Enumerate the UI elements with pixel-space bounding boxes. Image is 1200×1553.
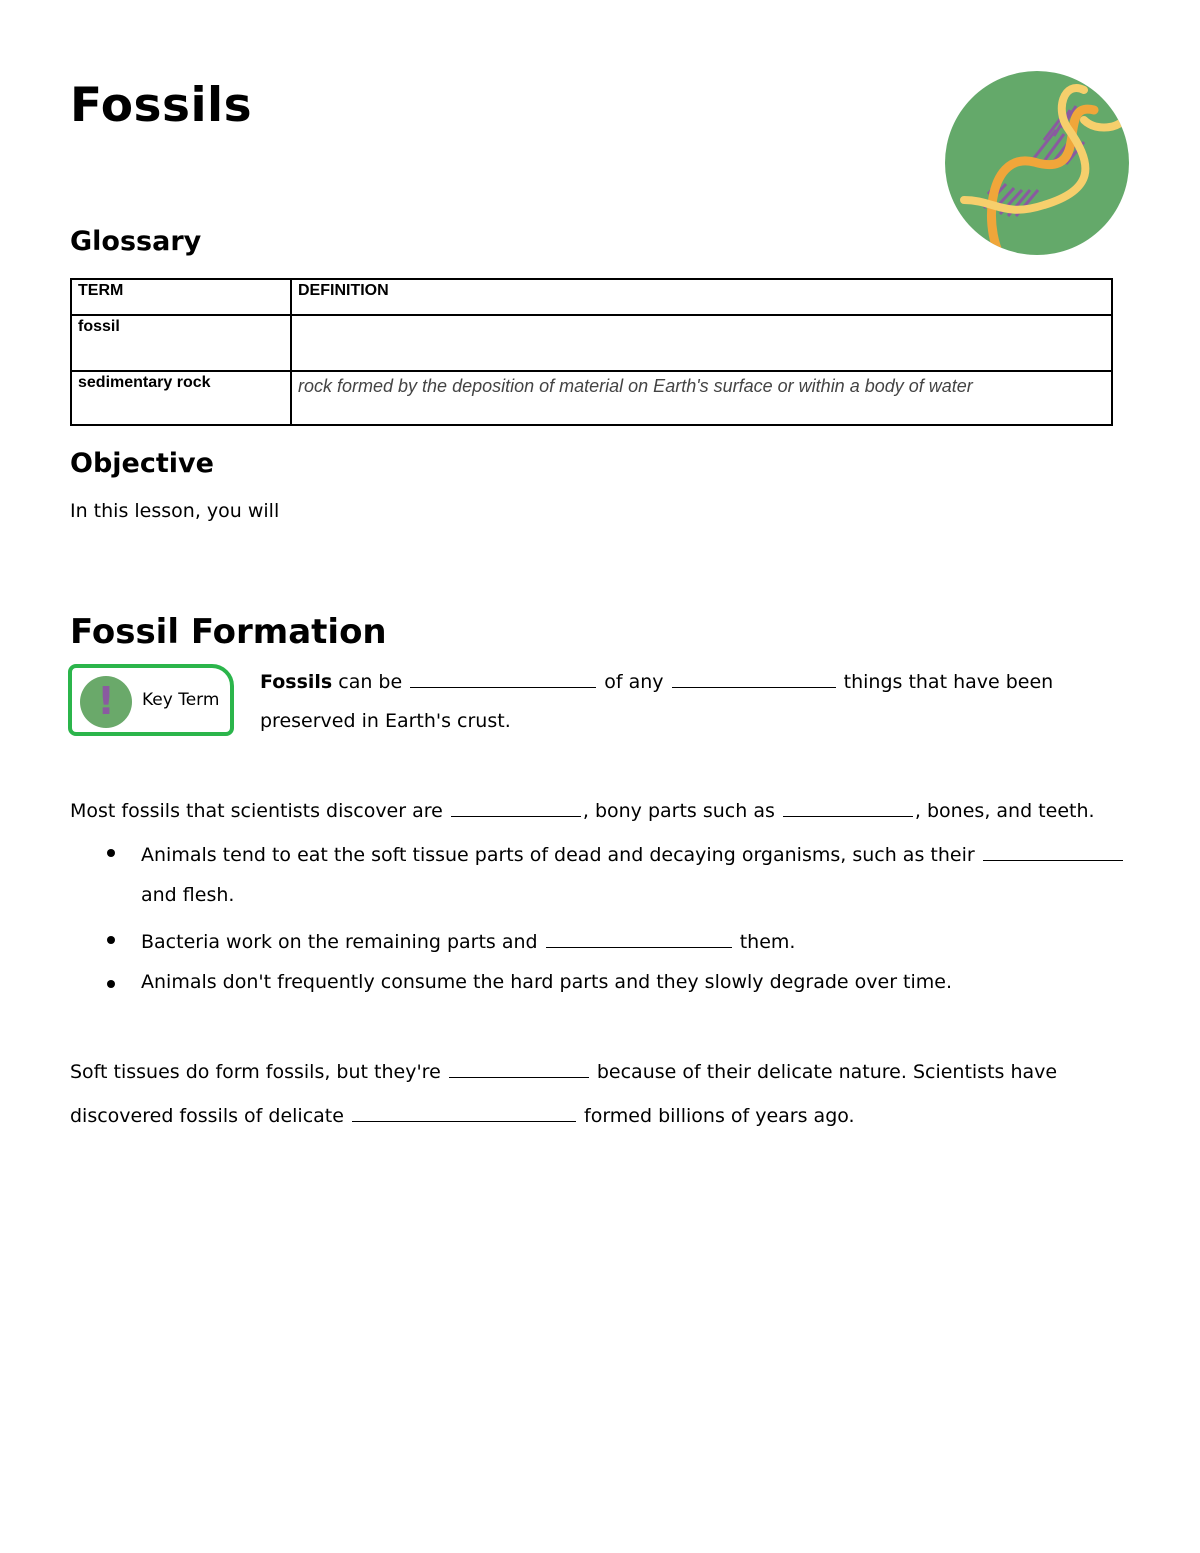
fossils-sentence-line2: preserved in Earth's crust. <box>260 710 511 732</box>
table-header-definition: DEFINITION <box>291 279 1112 315</box>
key-term-badge <box>68 664 234 736</box>
fill-blank[interactable] <box>449 1057 589 1078</box>
bullet-item-1-line1: Animals tend to eat the soft tissue parts of dead and decaying organisms, such as their <box>141 840 1125 866</box>
exclamation-icon: ! <box>80 676 132 728</box>
bullet-icon <box>107 849 115 857</box>
table-row <box>71 315 1112 371</box>
fill-blank[interactable] <box>783 796 913 817</box>
bullet-icon <box>107 980 115 988</box>
definition-cell[interactable] <box>291 315 1112 371</box>
most-fossils-sentence: Most fossils that scientists discover are , bony parts such as , bones, and teeth. <box>70 796 1095 822</box>
glossary-heading: Glossary <box>70 226 202 257</box>
table-header-row <box>71 279 1112 315</box>
bullet-item-3: Animals don't frequently consume the hard parts and they slowly degrade over time. <box>141 971 953 993</box>
table-row <box>71 371 1112 425</box>
fill-blank[interactable] <box>410 667 596 688</box>
definition-cell: rock formed by the deposition of material on Earth's surface or within a body of water <box>291 371 1112 425</box>
fossils-bold-term: Fossils <box>260 671 333 693</box>
soft-tissues-sentence-line2: discovered fossils of delicate formed billions of years ago. <box>70 1101 855 1127</box>
page-title: Fossils <box>70 78 253 133</box>
fill-blank[interactable] <box>672 667 836 688</box>
objective-heading: Objective <box>70 448 214 479</box>
fill-blank[interactable] <box>352 1101 576 1122</box>
dna-helix-icon <box>944 70 1130 256</box>
bullet-icon <box>107 936 115 944</box>
term-cell: sedimentary rock <box>71 371 291 425</box>
objective-text: In this lesson, you will <box>70 500 280 522</box>
fossil-formation-heading: Fossil Formation <box>70 612 387 652</box>
table-header-term: TERM <box>71 279 291 315</box>
bullet-item-2: Bacteria work on the remaining parts and them. <box>141 927 795 953</box>
fill-blank[interactable] <box>546 927 732 948</box>
fill-blank[interactable] <box>983 840 1123 861</box>
bullet-item-1-line2: and flesh. <box>141 884 235 906</box>
fill-blank[interactable] <box>451 796 581 817</box>
soft-tissues-sentence-line1: Soft tissues do form fossils, but they're because of their delicate nature. Scientists have <box>70 1057 1057 1083</box>
key-term-label: Key Term <box>142 690 220 710</box>
fossils-sentence-line1: Fossils can be of any things that have been <box>260 667 1053 693</box>
term-cell: fossil <box>71 315 291 371</box>
glossary-table <box>70 278 1113 426</box>
